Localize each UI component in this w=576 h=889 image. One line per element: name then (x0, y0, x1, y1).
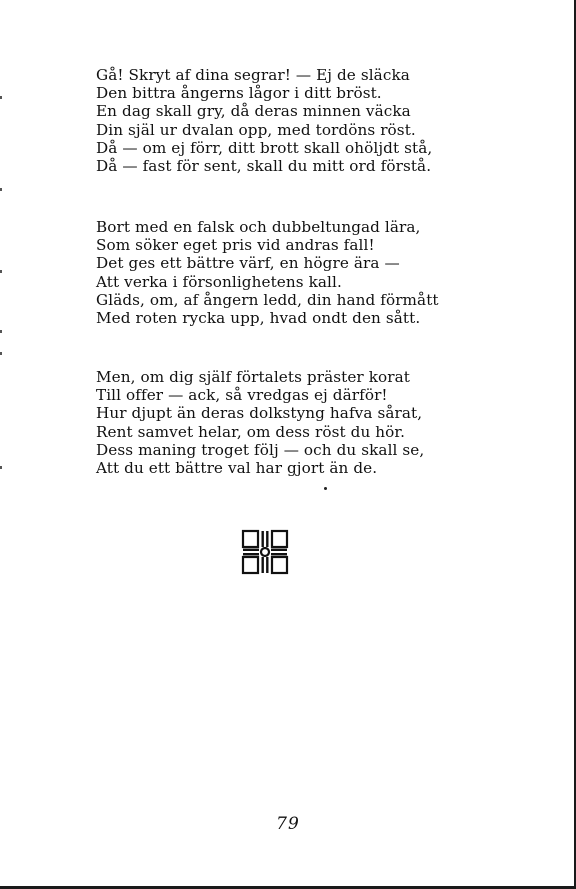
poem-line: Bort med en falsk och dubbeltungad lära, (96, 218, 421, 236)
poem-line: Gläds, om, af ångern ledd, din hand förmått (96, 290, 439, 309)
poem-line: En dag skall gry, då deras minnen väcka (96, 102, 411, 121)
poem-line: Den bittra ångerns lågor i ditt bröst. (96, 84, 382, 103)
poem-line: Dess maning troget följ — och du skall se, (96, 440, 425, 459)
poem-line: Att du ett bättre val har gjort än de. (96, 459, 378, 478)
poem-line: Att verka i försonlighetens kall. (96, 272, 342, 291)
scan-speck (0, 330, 2, 333)
poem-line: Hur djupt än deras dolkstyng hafva sårat, (96, 404, 423, 423)
page-number: 79 (276, 814, 300, 834)
scan-speck (0, 352, 2, 355)
print-dot (324, 487, 327, 490)
poem-stanza-2 (96, 218, 456, 327)
poem-stanza-3 (96, 368, 456, 477)
poem-line: Då — om ej förr, ditt brott skall ohöljdt stå, (96, 138, 433, 157)
scan-margin-specks (0, 0, 4, 889)
poem-line: Det ges ett bättre värf, en högre ära — (96, 254, 400, 273)
poem-line: Till offer — ack, så vredgas ej därför! (96, 386, 388, 405)
poem-line: Men, om dig själf förtalets präster korat (96, 368, 410, 386)
poem-line: Som söker eget pris vid andras fall! (96, 236, 375, 255)
poem-line: Rent samvet helar, om dess röst du hör. (96, 422, 406, 441)
scan-speck (0, 96, 2, 99)
poem-stanza-1 (96, 66, 456, 175)
poem-line: Din själ ur dvalan opp, med tordöns röst. (96, 120, 416, 139)
poem-line: Gå! Skryt af dina segrar! — Ej de släcka (96, 66, 410, 84)
scan-speck (0, 188, 2, 191)
poem-line: Då — fast för sent, skall du mitt ord förstå. (96, 157, 432, 176)
scan-speck (0, 466, 2, 469)
poem-line: Med roten rycka upp, hvad ondt den sått. (96, 309, 421, 328)
scan-speck (0, 270, 2, 273)
four-square-fleuron-icon (241, 528, 289, 576)
